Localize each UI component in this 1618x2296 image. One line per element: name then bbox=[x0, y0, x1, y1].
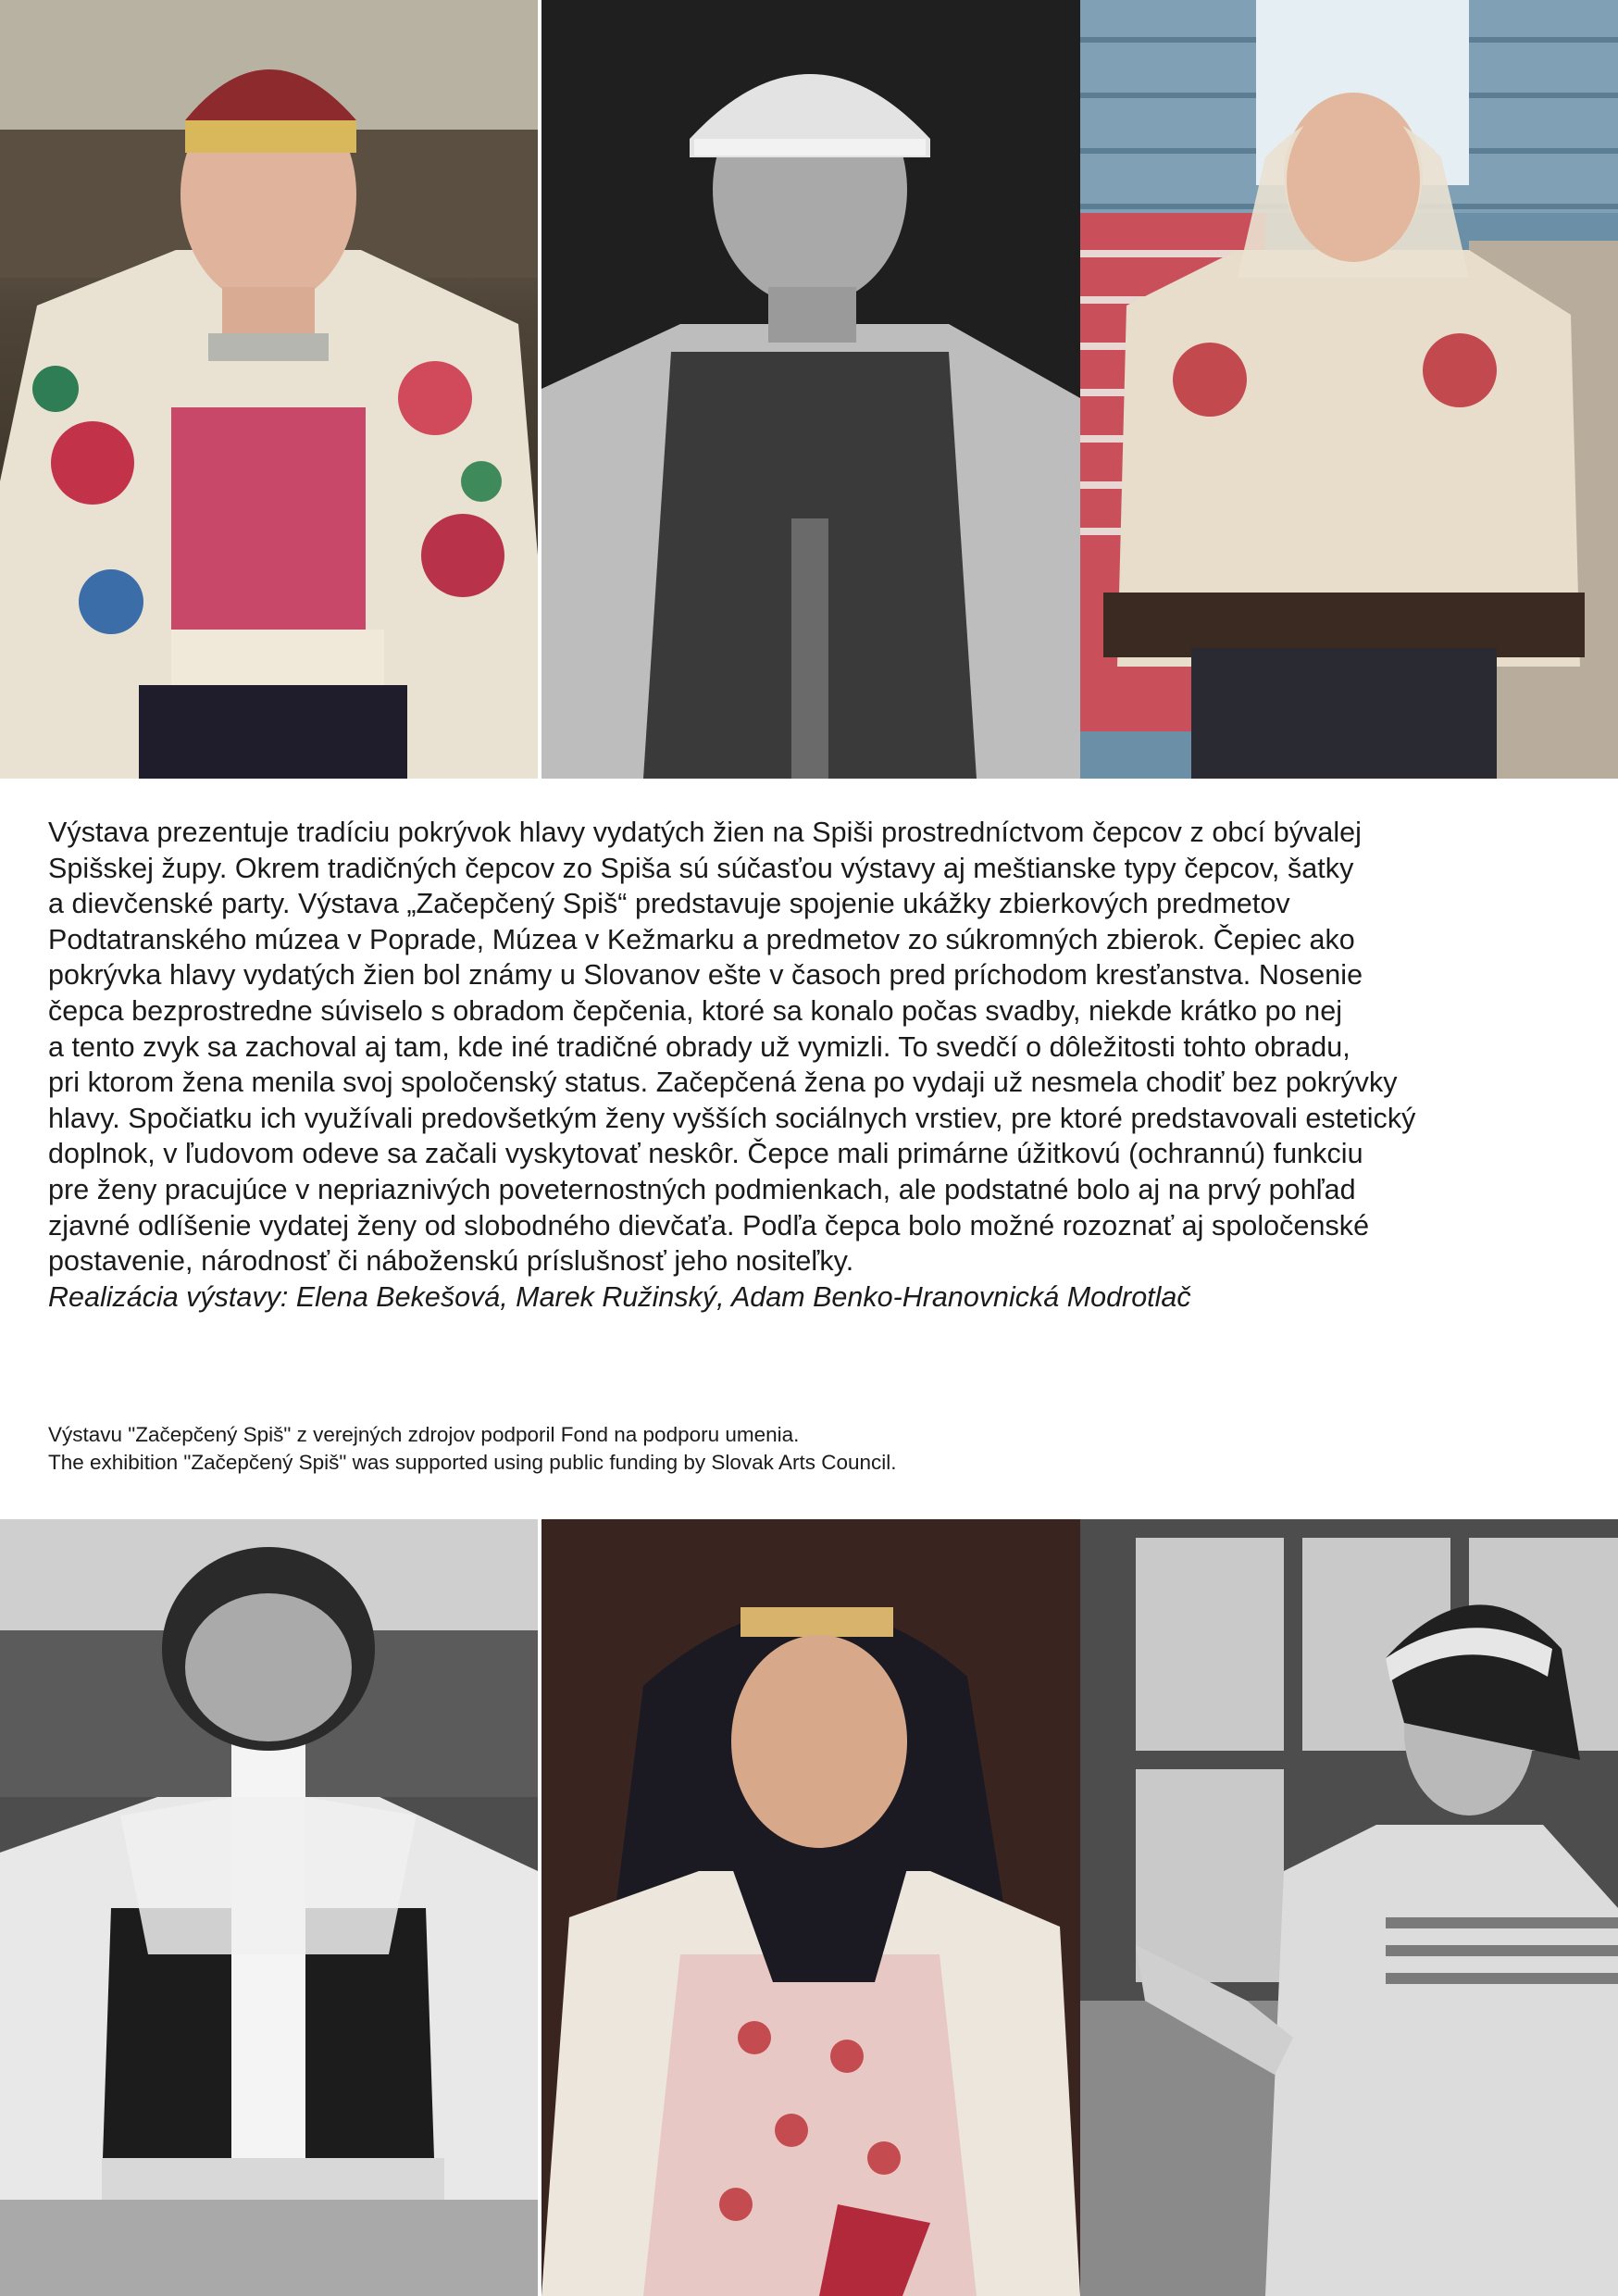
photo-woman-profile-cap-window-bw bbox=[1080, 1519, 1618, 2296]
bottom-photo-row bbox=[0, 1519, 1618, 2296]
exhibition-credits: Realizácia výstavy: Elena Bekešová, Marek Ružinský, Adam Benko-Hranovnická Modrotlač bbox=[48, 1280, 1191, 1313]
photo-woman-back-lace-cap-bw bbox=[0, 1519, 538, 2296]
description-line: Podtatranského múzea v Poprade, Múzea v Kežmarku a predmetov zo súkromných zbierok. Čepiec ako bbox=[48, 923, 1355, 955]
description-line: postavenie, národnosť či náboženskú príslušnosť jeho nositeľky. bbox=[48, 1245, 854, 1278]
description-line: Spišskej župy. Okrem tradičných čepcov zo Spiša sú súčasťou výstavy aj meštianske typy čepcov, šatky bbox=[48, 852, 1354, 884]
description-paragraph bbox=[48, 815, 1575, 1279]
description-line: pokrývka hlavy vydatých žien bol známy u Slovanov ešte v časoch pred príchodom kresťanstva. Nosenie bbox=[48, 959, 1363, 992]
photo-woman-headscarf-embroidered-jacket bbox=[1080, 0, 1618, 779]
funding-acknowledgement bbox=[48, 1421, 896, 1477]
description-line: čepca bezprostredne súviselo s obradom čepčenia, ktoré sa konalo počas svadby, niekde krátko po nej bbox=[48, 994, 1343, 1027]
description-line: a tento zvyk sa zachoval aj tam, kde iné tradičné obrady už vymizli. To svedčí o dôležitosti tohto obradu, bbox=[48, 1030, 1350, 1063]
funding-text-slovak: Výstavu "Začepčený Spiš" z verejných zdrojov podporil Fond na podporu umenia. bbox=[48, 1423, 800, 1446]
top-photo-row bbox=[0, 0, 1618, 779]
description-line: pre ženy pracujúce v nepriaznivých poveternostných podmienkach, ale podstatné bolo aj na prvý pohľad bbox=[48, 1173, 1356, 1205]
description-line: zjavné odlíšenie vydatej ženy od slobodného dievčaťa. Podľa čepca bolo možné rozoznať aj spoločenské bbox=[48, 1209, 1370, 1242]
description-line: Výstava prezentuje tradíciu pokrývok hlavy vydatých žien na Spiši prostredníctvom čepcov z obcí bývalej bbox=[48, 817, 1362, 848]
funding-text-english: The exhibition "Začepčený Spiš" was supported using public funding by Slovak Arts Council. bbox=[48, 1451, 897, 1474]
photo-woman-dark-headscarf-floral-apron bbox=[541, 1519, 1080, 2296]
photo-woman-white-lace-cap-bw bbox=[541, 0, 1080, 779]
exhibition-description bbox=[48, 815, 1575, 1315]
photo-woman-beaded-cap-floral-shawl bbox=[0, 0, 538, 779]
description-line: pri ktorom žena menila svoj spoločenský status. Začepčená žena po vydaji už nesmela chodiť bez pokrývky bbox=[48, 1067, 1398, 1099]
description-line: hlavy. Spočiatku ich využívali predovšetkým ženy vyšších sociálnych vrstiev, pre ktoré predstavovali estetický bbox=[48, 1102, 1416, 1134]
description-line: doplnok, v ľudovom odeve sa začali vyskytovať neskôr. Čepce mali primárne úžitkovú (ochrannú) funkciu bbox=[48, 1138, 1363, 1170]
description-line: a dievčenské party. Výstava „Začepčený Spiš“ predstavuje spojenie ukážky zbierkových predmetov bbox=[48, 888, 1290, 920]
